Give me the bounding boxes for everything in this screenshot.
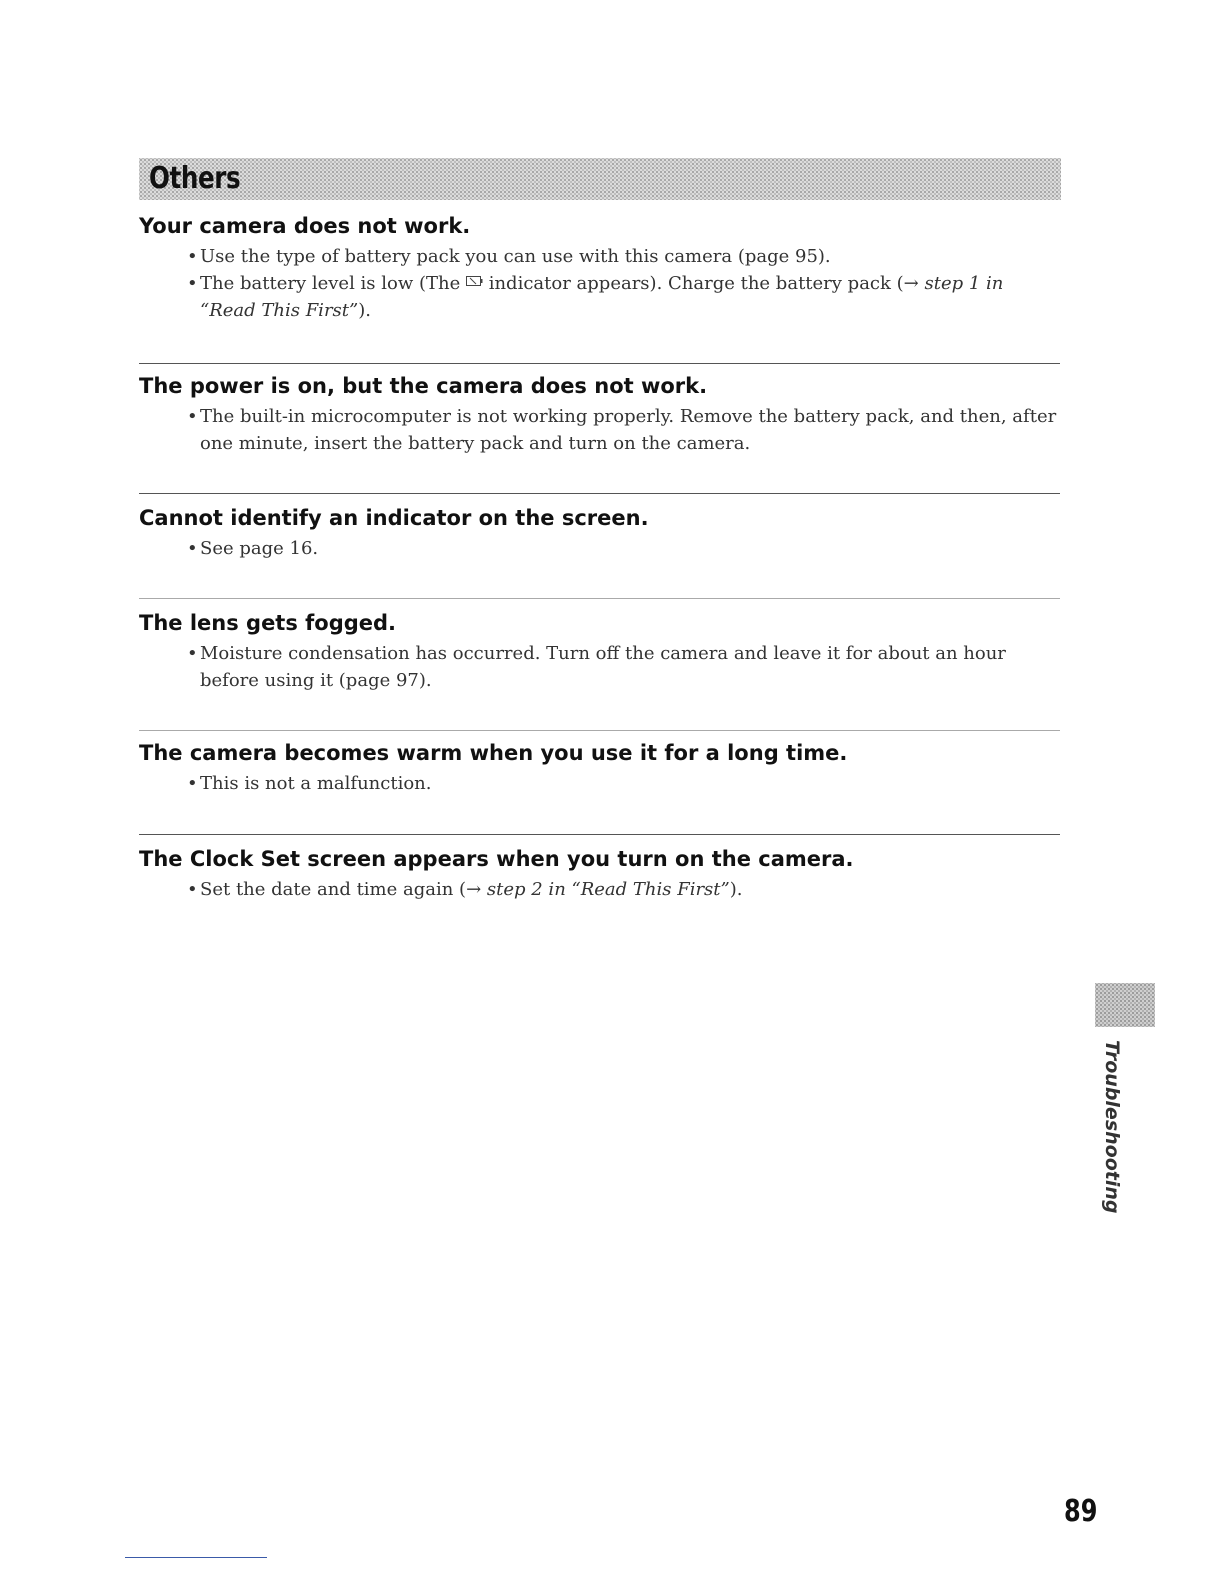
- bullet-dot: •: [187, 643, 198, 664]
- bullet-text: ).: [729, 879, 743, 900]
- item-heading: The lens gets fogged.: [139, 611, 397, 635]
- bullet-item: [187, 640, 1060, 694]
- side-tab-label: Troubleshooting: [1101, 1040, 1123, 1214]
- bullet-dot: •: [187, 879, 198, 900]
- divider: [139, 834, 1060, 835]
- divider: [139, 730, 1060, 731]
- bullet-item: [187, 535, 1060, 562]
- trouble-item-lens-fogged: [139, 609, 1060, 694]
- divider: [139, 363, 1060, 364]
- bullet-text: ).: [358, 300, 371, 321]
- section-title: Others: [149, 161, 241, 196]
- item-heading: The camera becomes warm when you use it for a long time.: [139, 741, 848, 765]
- trouble-item-camera-warm: [139, 739, 1060, 797]
- bullet-text: This is not a malfunction.: [200, 773, 432, 794]
- bullet-dot: •: [187, 773, 198, 794]
- item-heading: Cannot identify an indicator on the screen.: [139, 506, 649, 530]
- section-header-bar: [139, 158, 1061, 200]
- bullet-dot: •: [187, 538, 198, 559]
- bullet-list: [139, 876, 1060, 903]
- item-heading: The Clock Set screen appears when you turn on the camera.: [139, 847, 854, 871]
- bullet-list: [139, 403, 1060, 457]
- bullet-text: See page 16.: [200, 538, 319, 559]
- item-heading: The power is on, but the camera does not work.: [139, 374, 708, 398]
- cross-reference: step 1 in “Read This First”: [200, 273, 1004, 321]
- bullet-text: Set the date and time again (→: [200, 879, 487, 900]
- trouble-item-power-on-not-work: [139, 372, 1060, 457]
- bullet-dot: •: [187, 406, 198, 427]
- bullet-item: [187, 403, 1060, 457]
- battery-low-icon: [466, 270, 483, 297]
- bullet-text: Moisture condensation has occurred. Turn off the camera and leave it for about an hour before using it (page 97).: [200, 643, 1006, 691]
- bullet-item: [187, 270, 1060, 324]
- bullet-dot: •: [187, 246, 198, 267]
- trouble-item-camera-not-work: [139, 212, 1060, 324]
- bullet-text: Use the type of battery pack you can use with this camera (page 95).: [200, 246, 831, 267]
- bullet-dot: •: [187, 273, 198, 294]
- bullet-list: [139, 535, 1060, 562]
- divider: [139, 493, 1060, 494]
- bullet-list: [139, 243, 1060, 324]
- bullet-text: indicator appears). Charge the battery pack (→: [482, 273, 925, 294]
- trouble-item-clock-set: [139, 845, 1060, 903]
- bullet-list: [139, 770, 1060, 797]
- page-number: 89: [1064, 1494, 1098, 1529]
- divider: [139, 598, 1060, 599]
- cross-reference: step 2 in “Read This First”: [486, 879, 730, 900]
- side-tab-swatch: [1095, 983, 1155, 1027]
- bullet-text: The built-in microcomputer is not working properly. Remove the battery pack, and then, after one minute, insert the battery pack and turn on the camera.: [200, 406, 1057, 454]
- bullet-item: [187, 770, 1060, 797]
- bullet-list: [139, 640, 1060, 694]
- trouble-item-indicator: [139, 504, 1060, 562]
- bullet-item: [187, 243, 1060, 270]
- item-heading: Your camera does not work.: [139, 214, 471, 238]
- footer-rule: [125, 1557, 267, 1558]
- bullet-text: The battery level is low (The: [200, 273, 466, 294]
- bullet-item: [187, 876, 1060, 903]
